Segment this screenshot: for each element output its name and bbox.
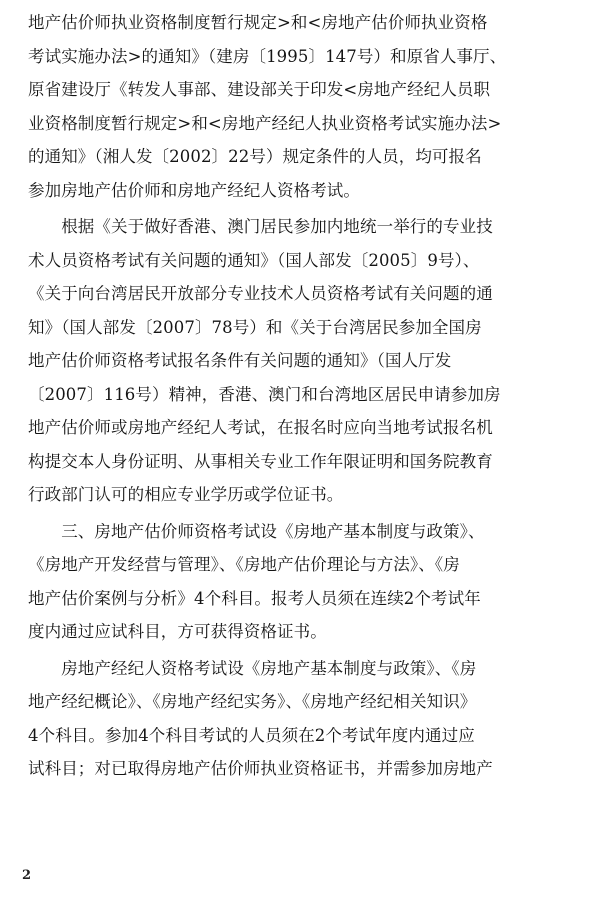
text-line: 知》（国人部发〔2007〕78号）和《关于台湾居民参加全国房 [28,317,482,337]
text-line: 4个科目。参加4个科目考试的人员须在2个考试年度内通过应 [28,725,475,745]
text-line: 地产经纪概论》、《房地产经纪实务》、《房地产经纪相关知识》 [28,692,477,711]
text-line: 参加房地产估价师和房地产经纪人资格考试。 [28,180,360,200]
text-line: 地产估价案例与分析》4个科目。报考人员须在连续2个考试年 [28,588,481,608]
text-line: 地产估价师或房地产经纪人考试，在报名时应向当地考试报名机 [28,418,493,437]
body-text [28,6,584,786]
text-line: 构提交本人身份证明、从事相关专业工作年限证明和国务院教育 [28,451,493,471]
text-line: 业资格制度暂行规定>和<房地产经纪人执业资格考试实施办法> [28,113,502,133]
page-number: 2 [22,868,32,883]
text-line: 考试实施办法>的通知》（建房〔1995〕147号）和原省人事厅、 [28,46,507,66]
text-line: 度内通过应试科目，方可获得资格证书。 [28,622,327,641]
text-line: 《房地产开发经营与管理》、《房地产估价理论与方法》、《房 [28,555,460,574]
text-line: 原省建设厅《转发人事部、建设部关于印发<房地产经纪人员职 [28,80,491,99]
text-line: 三、房地产估价师资格考试设《房地产基本制度与政策》、 [28,521,485,541]
text-line: 地产估价师执业资格制度暂行规定>和<房地产估价师执业资格 [28,13,488,32]
text-line: 的通知》（湘人发〔2002〕22号）规定条件的人员，均可报名 [28,147,482,166]
text-line: 行政部门认可的相应专业学历或学位证书。 [28,485,344,504]
text-line: 〔2007〕116号）精神，香港、澳门和台湾地区居民申请参加房 [28,384,501,404]
text-line: 地产估价师资格考试报名条件有关问题的通知》（国人厅发 [28,351,452,370]
text-line: 术人员资格考试有关问题的通知》（国人部发〔2005〕9号）、 [28,250,480,270]
text-line: 根据《关于做好香港、澳门居民参加内地统一举行的专业技 [28,217,493,236]
text-line: 《关于向台湾居民开放部分专业技术人员资格考试有关问题的通 [28,284,493,303]
text-line: 试科目；对已取得房地产估价师执业资格证书，并需参加房地产 [28,759,493,778]
text-line: 房地产经纪人资格考试设《房地产基本制度与政策》、《房 [28,658,477,678]
